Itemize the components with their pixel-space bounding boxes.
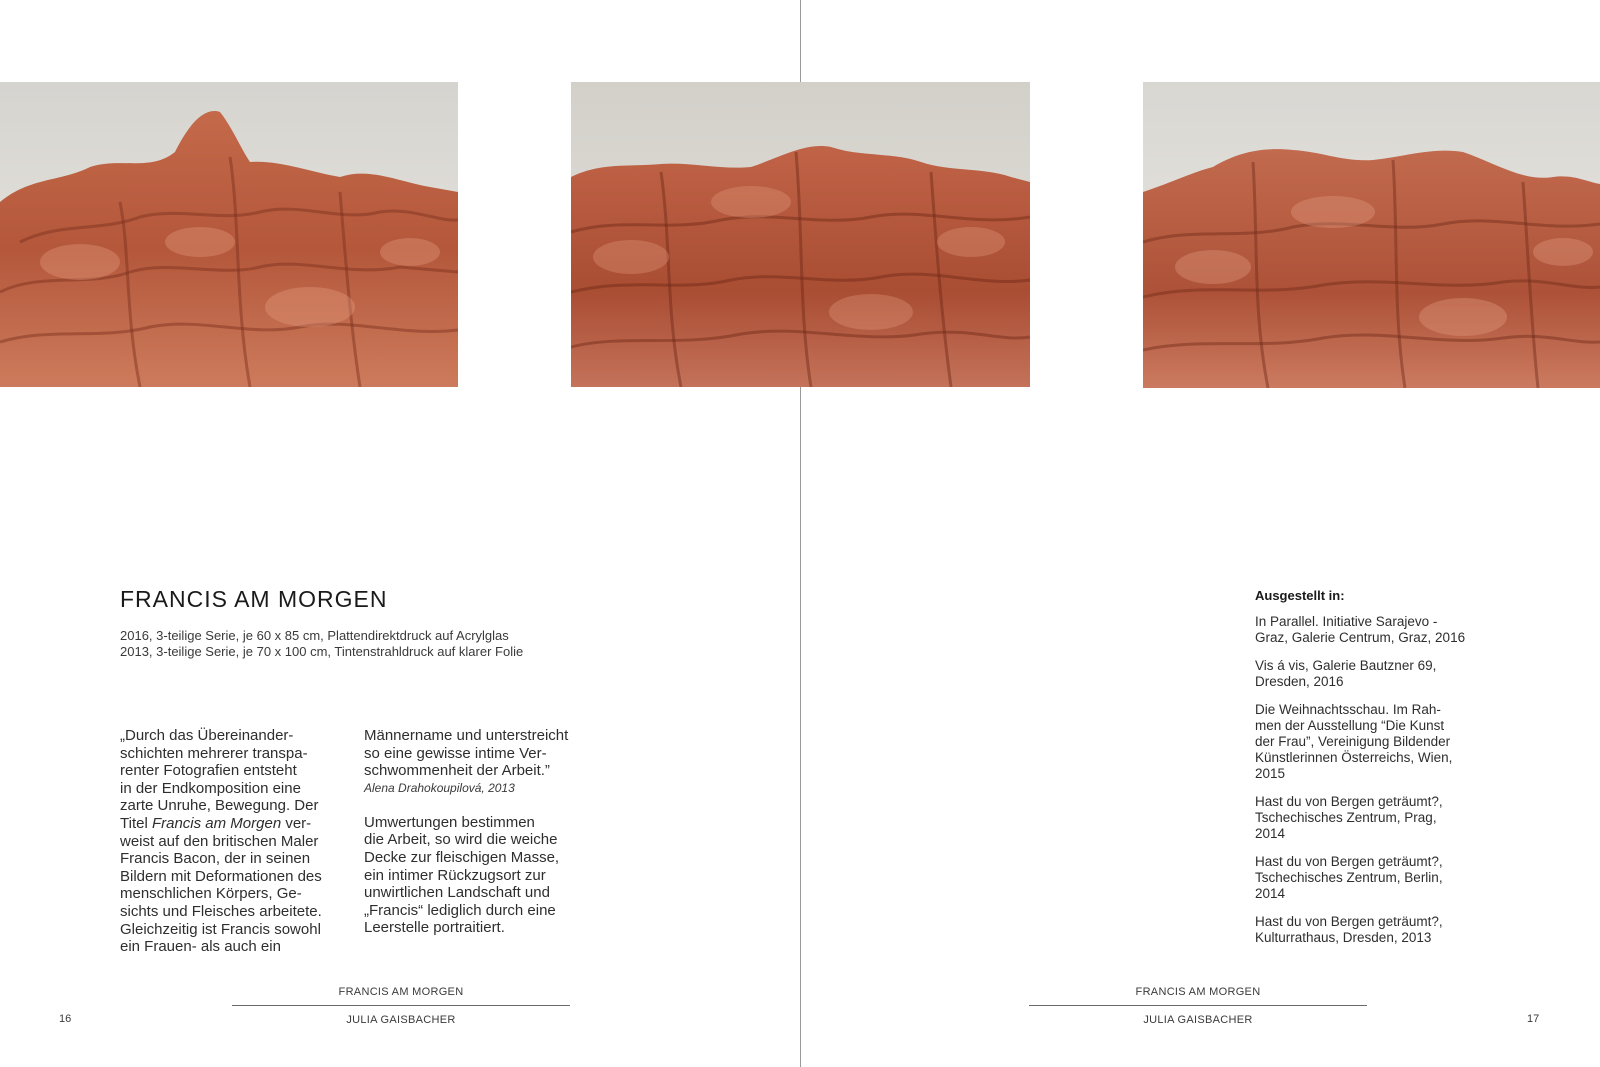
photo-francis-3 <box>1143 82 1600 388</box>
text-line: sichts und Fleisches arbeitete. <box>120 902 322 920</box>
photo-francis-2 <box>571 82 1030 387</box>
exhibition-line: 2014 <box>1255 826 1286 841</box>
exhibition-line: Kulturrathaus, Dresden, 2013 <box>1255 930 1432 945</box>
text-line: ein intimer Rückzugsort zur <box>364 866 546 884</box>
exhibition-item <box>1255 702 1495 782</box>
exhibition-line: Dresden, 2016 <box>1255 674 1344 689</box>
exhibition-line: Künstlerinnen Österreichs, Wien, <box>1255 750 1453 765</box>
footer-left <box>232 986 570 1026</box>
footer-right <box>1029 986 1367 1026</box>
exhibition-line: Die Weihnachtsschau. Im Rah- <box>1255 702 1441 717</box>
text-line: „Francis“ lediglich durch eine <box>364 901 556 919</box>
text-line: menschlichen Körpers, Ge- <box>120 885 302 903</box>
footer-rule <box>232 1005 570 1006</box>
text-line: Gleichzeitig ist Francis sowohl <box>120 920 321 938</box>
after-italic: ver- <box>281 814 312 832</box>
italic-work-title: Francis am Morgen <box>151 814 282 832</box>
exhibition-line: Hast du von Bergen geträumt?, <box>1255 914 1443 929</box>
footer-title: FRANCIS AM MORGEN <box>1135 986 1261 998</box>
exhibition-line: Tschechisches Zentrum, Berlin, <box>1255 870 1443 885</box>
spec-line: 2013, 3-teilige Serie, je 70 x 100 cm, Tintenstrahldruck auf klarer Folie <box>120 644 524 659</box>
exhibition-item <box>1255 914 1495 946</box>
text-line: schwommenheit der Arbeit.” <box>364 762 550 780</box>
text-line: „Durch das Übereinander- <box>120 727 294 744</box>
exhibition-line: Tschechisches Zentrum, Prag, <box>1255 810 1437 825</box>
exhibition-line: Graz, Galerie Centrum, Graz, 2016 <box>1255 630 1466 645</box>
exhibition-line: Hast du von Bergen geträumt?, <box>1255 854 1443 869</box>
page-number-right: 17 <box>1527 1013 1540 1025</box>
text-line: zarte Unruhe, Bewegung. Der <box>120 797 319 815</box>
exhibition-line: Hast du von Bergen geträumt?, <box>1255 794 1443 809</box>
quote-author: Alena Drahokoupilová, 2013 <box>364 780 515 795</box>
titel-word: Titel <box>120 814 152 832</box>
text-line: Decke zur fleischigen Masse, <box>364 848 560 866</box>
text-line: so eine gewisse intime Ver- <box>364 744 547 762</box>
artwork-title: FRANCIS AM MORGEN <box>120 586 388 612</box>
exhibition-line: 2015 <box>1255 766 1286 781</box>
text-line: schichten mehrerer transpa- <box>120 744 308 762</box>
artwork-specs <box>120 628 523 660</box>
text-line: in der Endkomposition eine <box>120 779 301 797</box>
footer-author: JULIA GAISBACHER <box>1143 1014 1253 1026</box>
text-line: ein Frauen- als auch ein <box>120 938 281 956</box>
text-line: Bildern mit Deformationen des <box>120 867 322 885</box>
footer-rule <box>1029 1005 1367 1006</box>
exhibition-line: In Parallel. Initiative Sarajevo - <box>1255 614 1438 629</box>
text-column-1 <box>120 727 356 956</box>
exhibition-line: Vis á vis, Galerie Bautzner 69, <box>1255 658 1437 673</box>
photo-francis-1 <box>0 82 458 387</box>
exhibition-item <box>1255 794 1495 842</box>
exhibition-item <box>1255 854 1495 902</box>
exhibition-line: men der Ausstellung “Die Kunst <box>1255 718 1445 733</box>
page-number-left: 16 <box>59 1013 72 1025</box>
text-line: unwirtlichen Landschaft und <box>364 884 550 902</box>
exhibition-line: der Frau”, Vereinigung Bildender <box>1255 734 1451 749</box>
footer-title: FRANCIS AM MORGEN <box>338 986 464 998</box>
text-line: Francis Bacon, der in seinen <box>120 850 311 868</box>
text-line: Umwertungen bestimmen <box>364 813 535 831</box>
exhibition-item <box>1255 658 1495 690</box>
text-column-2 <box>364 727 604 937</box>
text-line-with-title <box>120 815 356 833</box>
text-line: Männername und unterstreicht <box>364 727 569 744</box>
spec-line: 2016, 3-teilige Serie, je 60 x 85 cm, Plattendirektdruck auf Acrylglas <box>120 628 509 643</box>
text-line: Leerstelle portraitiert. <box>364 919 505 937</box>
text-line: weist auf den britischen Maler <box>120 832 319 850</box>
exhibition-list <box>1255 614 1495 958</box>
exhibition-line: 2014 <box>1255 886 1286 901</box>
text-line: renter Fotografien entsteht <box>120 762 297 780</box>
exhibition-item <box>1255 614 1495 646</box>
exhibited-heading: Ausgestellt in: <box>1255 588 1345 603</box>
text-line: die Arbeit, so wird die weiche <box>364 831 558 849</box>
footer-author: JULIA GAISBACHER <box>346 1014 456 1026</box>
